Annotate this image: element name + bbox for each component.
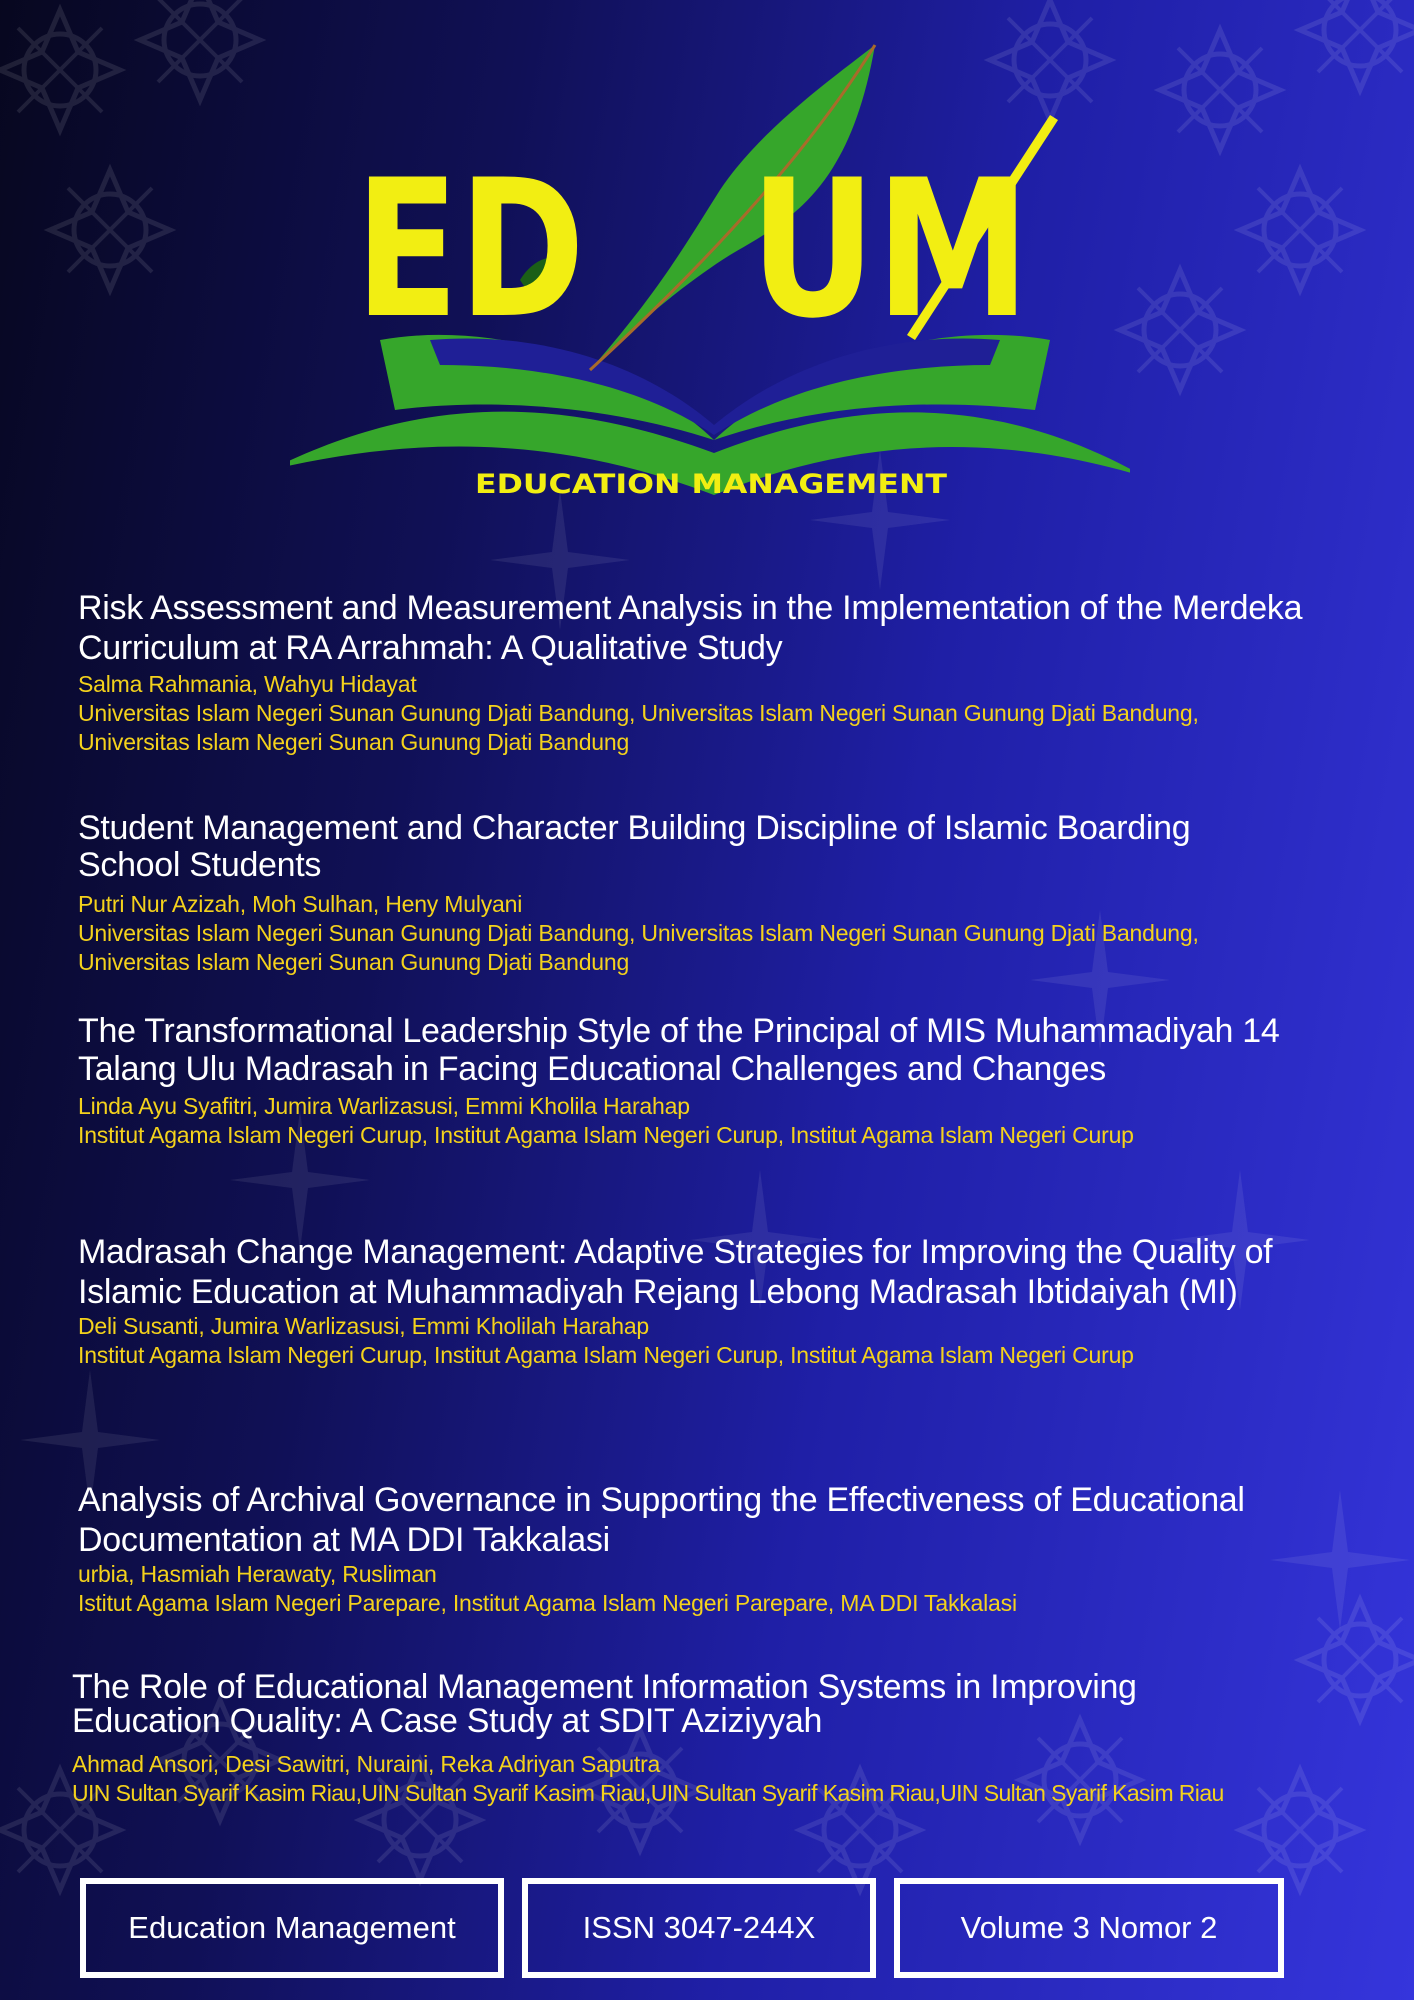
article-title: The Transformational Leadership Style of the Principal of MIS Muhammadiyah 14 Talang Ulu Madrasah in Facing Educational Challenges and Changes (78, 1012, 1280, 1088)
article-authors: Ahmad Ansori, Desi Sawitri, Nuraini, Reka Adriyan Saputra (72, 1751, 661, 1777)
article-authors: Putri Nur Azizah, Moh Sulhan, Heny Mulyani (78, 891, 523, 917)
edum-logo (290, 40, 1130, 510)
article-6 (72, 1670, 1372, 1808)
volume-number: Volume 3 Nomor 2 (960, 1910, 1218, 1945)
article-title: The Role of Educational Management Information Systems in Improving Education Quality: A Case Study at SDIT Aziziyyah (72, 1668, 1137, 1740)
article-authors: urbia, Hasmiah Herawaty, Rusliman (78, 1561, 437, 1587)
journal-name-box (80, 1878, 504, 1978)
article-affiliations: Universitas Islam Negeri Sunan Gunung Djati Bandung, Universitas Islam Negeri Sunan Gunung Djati Bandung, Universitas Islam Negeri Sunan Gunung Djati Bandung (78, 920, 1199, 975)
logo-subtitle: EDUCATION MANAGEMENT (475, 469, 948, 500)
article-authors: Deli Susanti, Jumira Warlizasusi, Emmi Kholilah Harahap (78, 1313, 650, 1339)
article-affiliations: Institut Agama Islam Negeri Curup, Institut Agama Islam Negeri Curup, Institut Agama Islam Negeri Curup (78, 1122, 1134, 1148)
logo-wordmark-right: UM (750, 139, 1030, 360)
article-title: Analysis of Archival Governance in Supporting the Effectiveness of Educational Documentation at MA DDI Takkalasi (78, 1481, 1245, 1559)
article-5 (78, 1480, 1378, 1618)
article-authors: Linda Ayu Syafitri, Jumira Warlizasusi, Emmi Kholila Harahap (78, 1093, 690, 1119)
article-title: Risk Assessment and Measurement Analysis in the Implementation of the Merdeka Curriculum at RA Arrahmah: A Qualitative Study (78, 589, 1303, 667)
logo-wordmark-left: ED (355, 139, 585, 360)
article-title: Madrasah Change Management: Adaptive Strategies for Improving the Quality of Islamic Education at Muhammadiyah Rejang Lebong Madrasah Ibtidaiyah (MI) (78, 1233, 1273, 1311)
article-1 (78, 588, 1378, 757)
issn: ISSN 3047-244X (582, 1910, 816, 1945)
volume-box (894, 1878, 1284, 1978)
article-affiliations: Universitas Islam Negeri Sunan Gunung Djati Bandung, Universitas Islam Negeri Sunan Gunung Djati Bandung, Universitas Islam Negeri Sunan Gunung Djati Bandung (78, 700, 1199, 755)
journal-name: Education Management (128, 1910, 456, 1945)
article-affiliations: Institut Agama Islam Negeri Curup, Institut Agama Islam Negeri Curup, Institut Agama Islam Negeri Curup (78, 1342, 1134, 1368)
article-title: Student Management and Character Building Discipline of Islamic Boarding School Students (78, 809, 1191, 884)
article-authors: Salma Rahmania, Wahyu Hidayat (78, 671, 417, 697)
article-2 (78, 810, 1378, 977)
article-affiliations: Istitut Agama Islam Negeri Parepare, Institut Agama Islam Negeri Parepare, MA DDI Takkalasi (78, 1590, 1017, 1616)
article-4 (78, 1232, 1378, 1370)
article-3 (78, 1012, 1378, 1150)
issn-box (522, 1878, 876, 1978)
article-affiliations: UIN Sultan Syarif Kasim Riau,UIN Sultan Syarif Kasim Riau,UIN Sultan Syarif Kasim Riau,UIN Sultan Syarif Kasim Riau (72, 1780, 1224, 1806)
